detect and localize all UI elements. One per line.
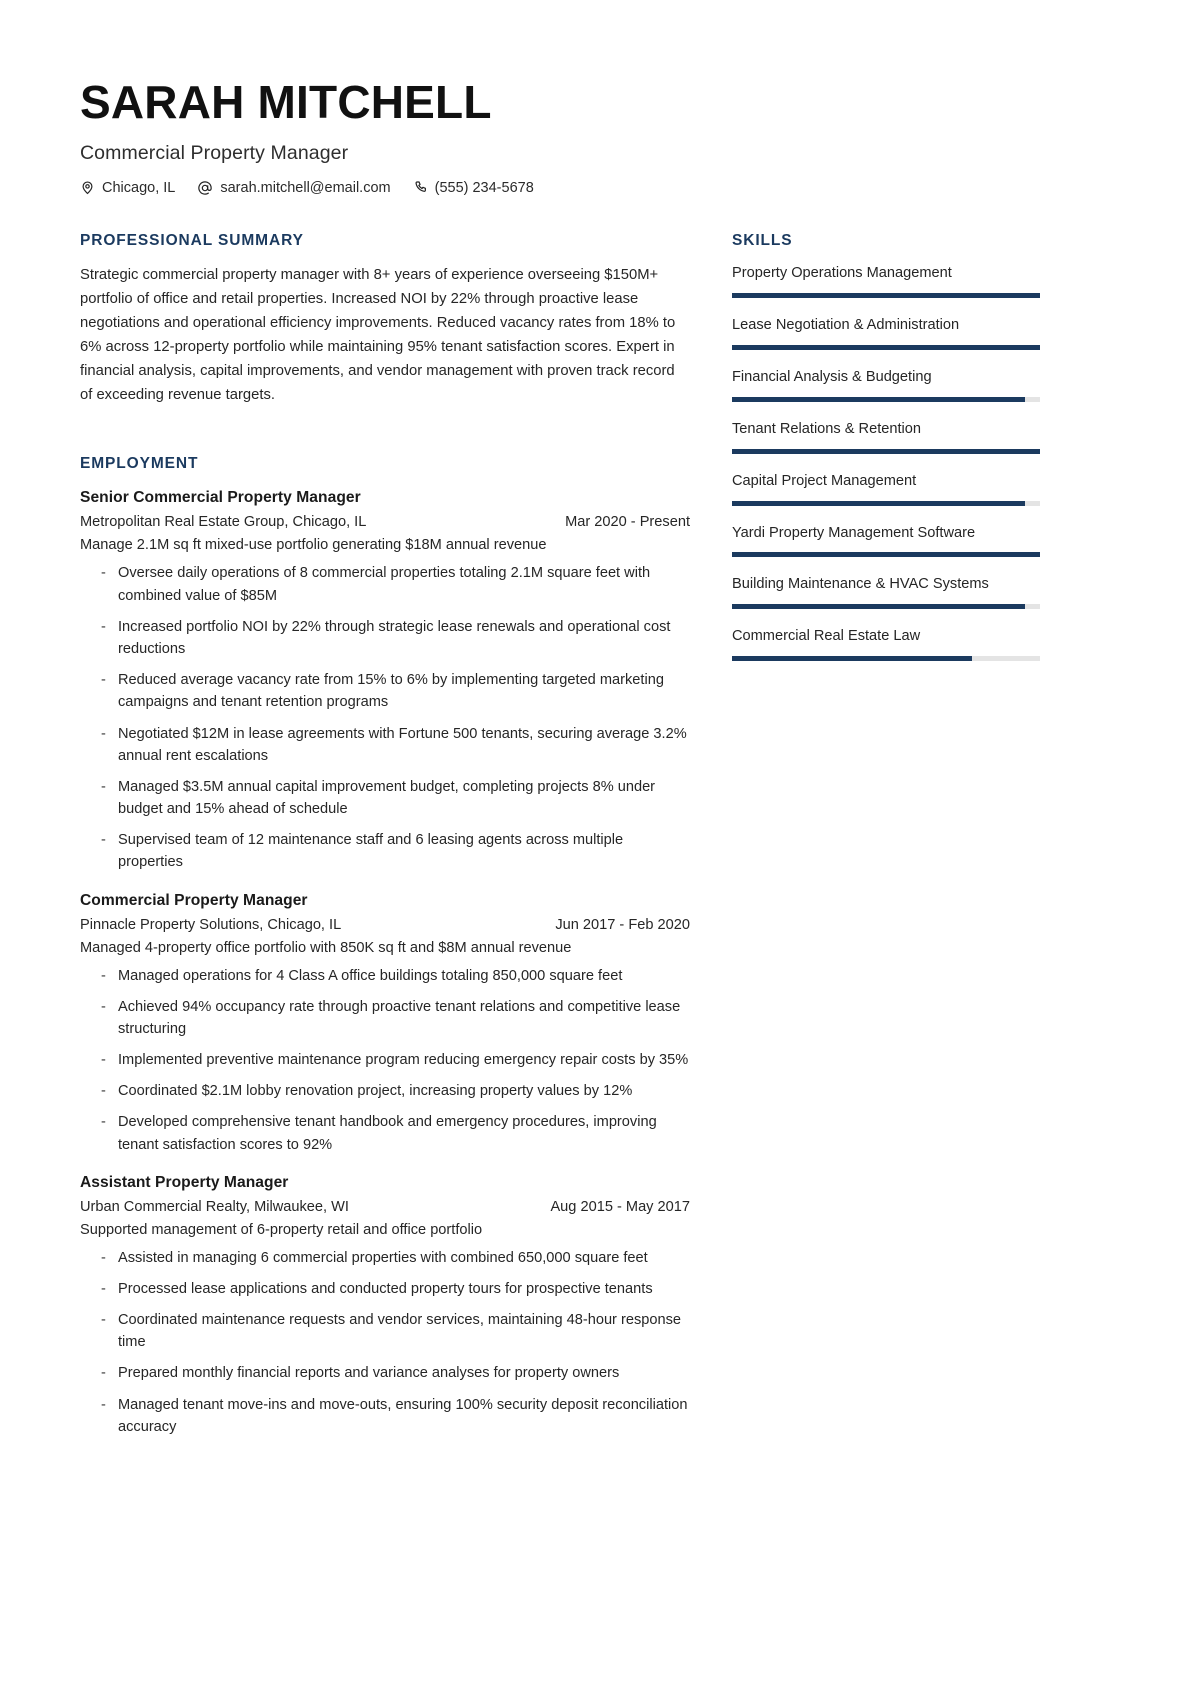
job-company: Metropolitan Real Estate Group, Chicago, IL <box>80 514 367 531</box>
skill-list <box>732 264 1040 662</box>
job-bullet <box>80 669 690 713</box>
skill-item <box>732 316 1040 350</box>
at-sign-icon <box>197 180 213 196</box>
candidate-name: SARAH MITCHELL <box>80 76 492 128</box>
skill-item <box>732 368 1040 402</box>
job-bullet <box>80 1247 690 1269</box>
skill-label: Capital Project Management <box>732 472 917 489</box>
skill-label: Building Maintenance & HVAC Systems <box>732 576 989 593</box>
location-pin-icon <box>80 180 95 195</box>
resume-body <box>80 232 1120 1438</box>
job-subtitle: Supported management of 6-property retail and office portfolio <box>80 1221 483 1238</box>
contact-location-text: Chicago, IL <box>102 179 176 196</box>
skill-level-track <box>732 449 1040 454</box>
job-bullet <box>80 562 690 606</box>
job-title: Commercial Property Manager <box>80 891 308 909</box>
job-company: Pinnacle Property Solutions, Chicago, IL <box>80 916 342 933</box>
contact-location <box>80 180 175 196</box>
bullet-marker: - <box>101 1052 106 1069</box>
contact-bar <box>80 180 1120 196</box>
skill-label: Yardi Property Management Software <box>732 524 976 541</box>
bullet-text: Managed $3.5M annual capital improvement budget, completing projects 8% under budget and 15% ahead of schedule <box>118 778 656 818</box>
bullet-marker: - <box>101 565 106 582</box>
job-entry <box>80 489 690 873</box>
section-skills <box>732 232 1040 662</box>
skill-level-track <box>732 397 1040 402</box>
contact-email[interactable] <box>197 180 390 196</box>
summary-text: Strategic commercial property manager with 8+ years of experience overseeing $150M+ portfolio of office and retail properties. Increased NOI by 22% through proactive lease negotiations and operational efficiency improvements. Reduced vacancy rates from 18% to 6% across 12-property portfolio while maintaining 95% tenant satisfaction scores. Expert in financial analysis, capital improvements, and vendor management with proven track record of exceeding revenue targets. <box>80 266 676 403</box>
job-bullet <box>80 1049 690 1071</box>
bullet-marker: - <box>101 1280 106 1297</box>
job-meta <box>80 514 690 530</box>
skill-level-track <box>732 345 1040 350</box>
bullet-text: Reduced average vacancy rate from 15% to 6% by implementing targeted marketing campaigns and tenant retention programs <box>118 672 664 711</box>
bullet-text: Oversee daily operations of 8 commercial properties totaling 2.1M square feet with combined value of $85M <box>118 565 651 604</box>
main-column <box>80 232 690 1438</box>
skill-label: Tenant Relations & Retention <box>732 420 922 437</box>
job-bullet <box>80 776 690 820</box>
bullet-text: Achieved 94% occupancy rate through proactive tenant relations and competitive lease structuring <box>118 998 681 1037</box>
bullet-text: Increased portfolio NOI by 22% through strategic lease renewals and operational cost reductions <box>118 618 671 657</box>
job-entry <box>80 1174 690 1438</box>
skill-level-fill <box>732 293 1040 298</box>
bullet-marker: - <box>101 672 106 689</box>
bullet-text: Processed lease applications and conducted property tours for prospective tenants <box>118 1280 653 1297</box>
job-bullet <box>80 1111 690 1155</box>
job-title: Senior Commercial Property Manager <box>80 489 361 507</box>
skill-item <box>732 575 1040 609</box>
skill-label: Property Operations Management <box>732 264 952 281</box>
bullet-marker: - <box>101 1365 106 1382</box>
skill-level-track <box>732 604 1040 609</box>
job-bullet <box>80 965 690 987</box>
side-column <box>732 232 1040 662</box>
bullet-text: Coordinated $2.1M lobby renovation project, increasing property values by 12% <box>118 1083 633 1100</box>
job-subtitle: Manage 2.1M sq ft mixed-use portfolio generating $18M annual revenue <box>80 537 547 554</box>
bullet-text: Negotiated $12M in lease agreements with Fortune 500 tenants, securing average 3.2% annual rent escalations <box>118 725 687 764</box>
bullet-marker: - <box>101 967 106 984</box>
section-employment <box>80 455 690 1437</box>
job-subtitle: Managed 4-property office portfolio with 850K sq ft and $8M annual revenue <box>80 939 572 956</box>
bullet-text: Implemented preventive maintenance program reducing emergency repair costs by 35% <box>118 1052 689 1069</box>
skill-item <box>732 264 1040 298</box>
contact-phone-text: (555) 234-5678 <box>434 179 534 196</box>
bullet-marker: - <box>101 998 106 1015</box>
contact-phone[interactable] <box>413 180 534 196</box>
job-bullet <box>80 1309 690 1353</box>
job-bullet <box>80 616 690 660</box>
section-heading-summary: PROFESSIONAL SUMMARY <box>80 231 304 249</box>
skill-level-fill <box>732 604 1025 609</box>
bullet-text: Developed comprehensive tenant handbook and emergency procedures, improving tenant satisfaction scores to 92% <box>118 1114 657 1153</box>
skill-level-track <box>732 293 1040 298</box>
job-bullet <box>80 1362 690 1384</box>
job-meta <box>80 917 690 933</box>
job-bullet <box>80 829 690 873</box>
bullet-text: Managed tenant move-ins and move-outs, ensuring 100% security deposit reconciliation accuracy <box>118 1396 688 1435</box>
bullet-marker: - <box>101 832 106 849</box>
skill-level-track <box>732 501 1040 506</box>
bullet-marker: - <box>101 725 106 742</box>
job-title: Assistant Property Manager <box>80 1173 289 1191</box>
skill-level-fill <box>732 501 1025 506</box>
skill-item <box>732 420 1040 454</box>
bullet-text: Prepared monthly financial reports and variance analyses for property owners <box>118 1365 620 1382</box>
skill-level-fill <box>732 397 1025 402</box>
skill-item <box>732 472 1040 506</box>
bullet-marker: - <box>101 1083 106 1100</box>
bullet-text: Coordinated maintenance requests and vendor services, maintaining 48-hour response time <box>118 1312 682 1351</box>
bullet-marker: - <box>101 1249 106 1266</box>
section-heading-employment: EMPLOYMENT <box>80 455 199 473</box>
bullet-marker: - <box>101 618 106 635</box>
skill-level-track <box>732 656 1040 661</box>
job-bullet <box>80 996 690 1040</box>
job-bullet <box>80 1394 690 1438</box>
skill-item <box>732 627 1040 661</box>
skill-level-track <box>732 552 1040 557</box>
skill-level-fill <box>732 656 972 661</box>
job-bullet-list <box>80 1247 690 1438</box>
contact-email-text: sarah.mitchell@email.com <box>220 179 391 196</box>
section-professional-summary <box>80 232 690 408</box>
bullet-marker: - <box>101 778 106 795</box>
job-entry <box>80 892 690 1156</box>
bullet-text: Managed operations for 4 Class A office buildings totaling 850,000 square feet <box>118 967 623 984</box>
job-company: Urban Commercial Realty, Milwaukee, WI <box>80 1198 349 1215</box>
bullet-marker: - <box>101 1312 106 1329</box>
resume-header <box>80 78 1120 196</box>
bullet-marker: - <box>101 1114 106 1131</box>
job-dates: Jun 2017 - Feb 2020 <box>555 916 690 933</box>
skill-label: Financial Analysis & Budgeting <box>732 368 932 385</box>
phone-icon <box>413 180 428 195</box>
job-bullet <box>80 723 690 767</box>
job-bullet-list <box>80 965 690 1156</box>
bullet-marker: - <box>101 1396 106 1413</box>
job-bullet-list <box>80 562 690 873</box>
job-dates: Mar 2020 - Present <box>565 514 690 531</box>
bullet-text: Supervised team of 12 maintenance staff and 6 leasing agents across multiple properties <box>118 832 624 871</box>
job-bullet <box>80 1278 690 1300</box>
candidate-job-title: Commercial Property Manager <box>80 141 349 164</box>
job-list <box>80 489 690 1437</box>
skill-item <box>732 524 1040 558</box>
skill-label: Lease Negotiation & Administration <box>732 316 960 333</box>
skill-label: Commercial Real Estate Law <box>732 628 921 645</box>
job-meta <box>80 1199 690 1215</box>
section-heading-skills: SKILLS <box>732 231 793 249</box>
skill-level-fill <box>732 345 1040 350</box>
skill-level-fill <box>732 552 1040 557</box>
skill-level-fill <box>732 449 1040 454</box>
job-bullet <box>80 1080 690 1102</box>
bullet-text: Assisted in managing 6 commercial properties with combined 650,000 square feet <box>118 1249 648 1266</box>
job-dates: Aug 2015 - May 2017 <box>550 1198 690 1215</box>
